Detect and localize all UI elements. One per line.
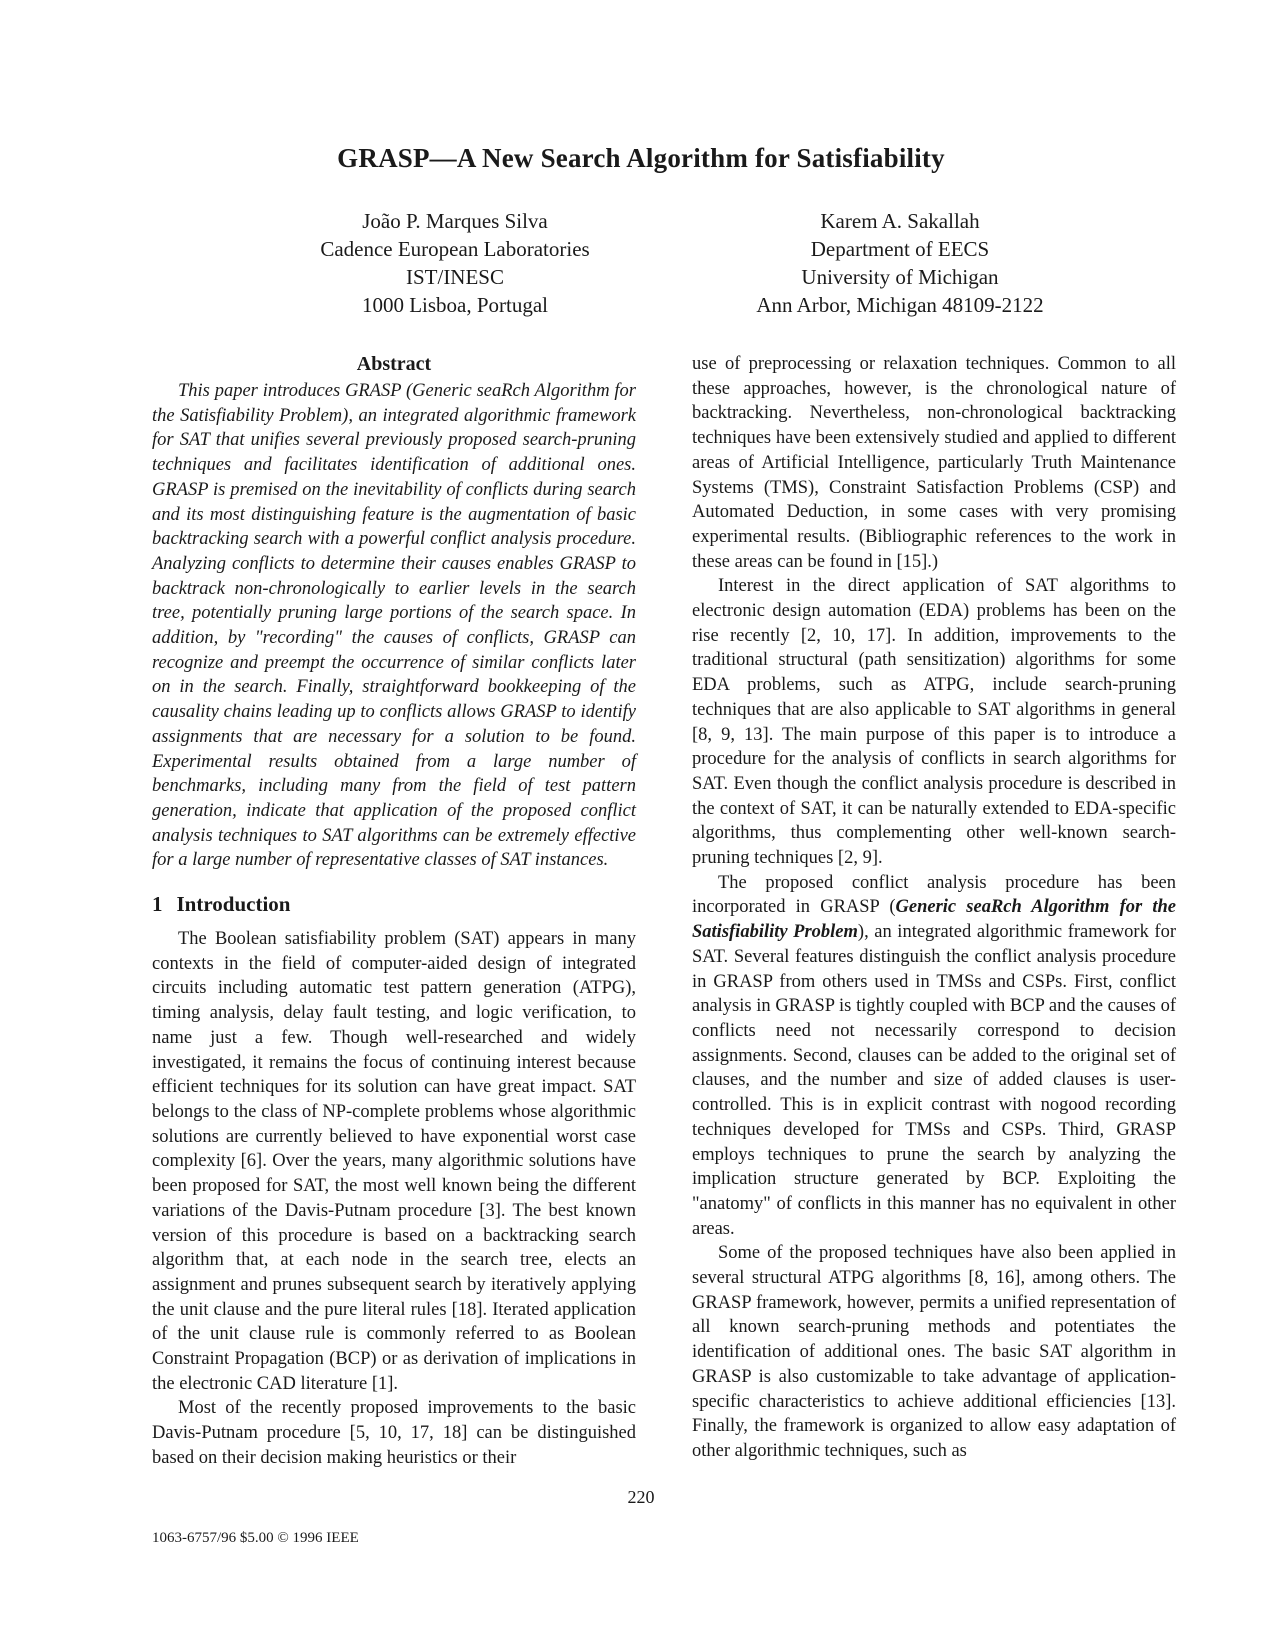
copyright-notice: 1063-6757/96 $5.00 © 1996 IEEE [152,1530,359,1546]
paragraph-text: ), an integrated algorithmic framework for SAT. Several features distinguish the conflict analysis procedure in GRASP from others used in TMSs and CSPs. First, conflict analysis in GRASP is tightly coupled with BCP and the causes of conflicts need not necessarily correspond to decision assignments. Second, clauses can be added to the original set of clauses, and the number and size of added clauses is user-controlled. This is in explicit contrast with nogood recording techniques developed for TMSs and CSPs. Third, GRASP employs techniques to prune the search by analyzing the implication structure generated by BCP. Exploiting the "anatomy" of conflicts in this manner has no equivalent in other areas. [692,922,1176,1239]
section-number: 1 [152,892,163,917]
author-affiliation: Cadence European Laboratories [320,237,590,261]
page-number: 220 [627,1487,655,1507]
intro-paragraph-4: Interest in the direct application of SAT algorithms to electronic design automation (EDA) problems has been on the rise recently [2, 10, 17]. In addition, improvements to the traditional structural (path sensitization) algorithms for some EDA problems, such as ATPG, include search-pruning techniques that are also applicable to SAT algorithms in general [8, 9, 13]. The main purpose of this paper is to introduce a procedure for the analysis of conflicts in search algorithms for SAT. Even though the conflict analysis procedure is described in the context of SAT, it can be naturally extended to EDA-specific algorithms, thus complementing other well-known search-pruning techniques [2, 9]. [692,576,1176,869]
grasp-expansion: Generic seaRch Algorithm for the Satisfiability Problem [692,897,1176,943]
author-address: Ann Arbor, Michigan 48109-2122 [756,293,1044,317]
intro-paragraph-6: Some of the proposed techniques have also been applied in several structural ATPG algorithms [8, 16], among others. The GRASP framework, however, permits a unified representation of all known search-pruning methods and potentiates the identification of additional ones. The basic SAT algorithm in GRASP is also customizable to take advantage of application-specific characteristics to achieve additional efficiencies [13]. Finally, the framework is organized to allow easy adaptation of other algorithmic techniques, such as [692,1243,1176,1461]
author-affiliation: University of Michigan [801,265,999,289]
paragraph-text: The proposed conflict analysis procedure has been incorporated in GRASP ( [692,872,1176,918]
author-affiliation: IST/INESC [405,265,504,289]
author-address: 1000 Lisboa, Portugal [361,293,549,317]
author-name: João P. Marques Silva [362,209,548,233]
intro-paragraph-2: Most of the recently proposed improvements to the basic Davis-Putnam procedure [5, 10, 17, 18] can be distinguished based on their decision making heuristics or their [152,1398,636,1468]
intro-paragraph-5 [692,871,1176,1242]
paper-title: GRASP—A New Search Algorithm for Satisfiability [337,143,945,173]
author-block-2 [700,207,1100,319]
author-affiliation: Department of EECS [810,237,990,261]
abstract-heading: Abstract [356,353,432,375]
section-title: Introduction [176,892,291,917]
right-column [692,352,1176,1464]
abstract-text: This paper introduces GRASP (Generic seaRch Algorithm for the Satisfiability Problem), an integrated algorithmic framework for SAT that unifies several previously proposed search-pruning techniques and facilitates identification of additional ones. GRASP is premised on the inevitability of conflicts during search and its most distinguishing feature is the augmentation of basic backtracking search with a powerful conflict analysis procedure. Analyzing conflicts to determine their causes enables GRASP to backtrack non-chronologically to earlier levels in the search tree, potentially pruning large portions of the search space. In addition, by "recording" the causes of conflicts, GRASP can recognize and preempt the occurrence of similar conflicts later on in the search. Finally, straightforward bookkeeping of the causality chains leading up to conflicts allows GRASP to identify assignments that are necessary for a solution to be found. Experimental results obtained from a large number of benchmarks, including many from the field of test pattern generation, indicate that application of the proposed conflict analysis techniques to SAT algorithms can be extremely effective for a large number of representative classes of SAT instances. [152,381,636,871]
author-name: Karem A. Sakallah [820,209,980,233]
author-block-1 [255,207,655,319]
intro-paragraph-1: The Boolean satisfiability problem (SAT) appears in many contexts in the field of computer-aided design of integrated circuits including automatic test pattern generation (ATPG), timing analysis, delay fault testing, and logic verification, to name just a few. Though well-researched and widely investigated, it remains the focus of continuing interest because efficient techniques for its solution can have great impact. SAT belongs to the class of NP-complete problems whose algorithmic solutions are currently believed to have exponential worst case complexity [6]. Over the years, many algorithmic solutions have been proposed for SAT, the most well known being the different variations of the Davis-Putnam procedure [3]. The best known version of this procedure is based on a backtracking search algorithm that, at each node in the search tree, elects an assignment and prunes subsequent search by iteratively applying the unit clause and the pure literal rules [18]. Iterated application of the unit clause rule is commonly referred to as Boolean Constraint Propagation (BCP) or as derivation of implications in the electronic CAD literature [1]. [152,929,636,1394]
left-column [152,352,636,1471]
section-heading [152,891,636,917]
intro-paragraph-3: use of preprocessing or relaxation techniques. Common to all these approaches, however, is the chronological nature of backtracking. Nevertheless, non-chronological backtracking techniques have been extensively studied and applied to different areas of Artificial Intelligence, particularly Truth Maintenance Systems (TMS), Constraint Satisfaction Problems (CSP) and Automated Deduction, in some cases with very promising experimental results. (Bibliographic references to the work in these areas can be found in [15].) [692,354,1176,572]
